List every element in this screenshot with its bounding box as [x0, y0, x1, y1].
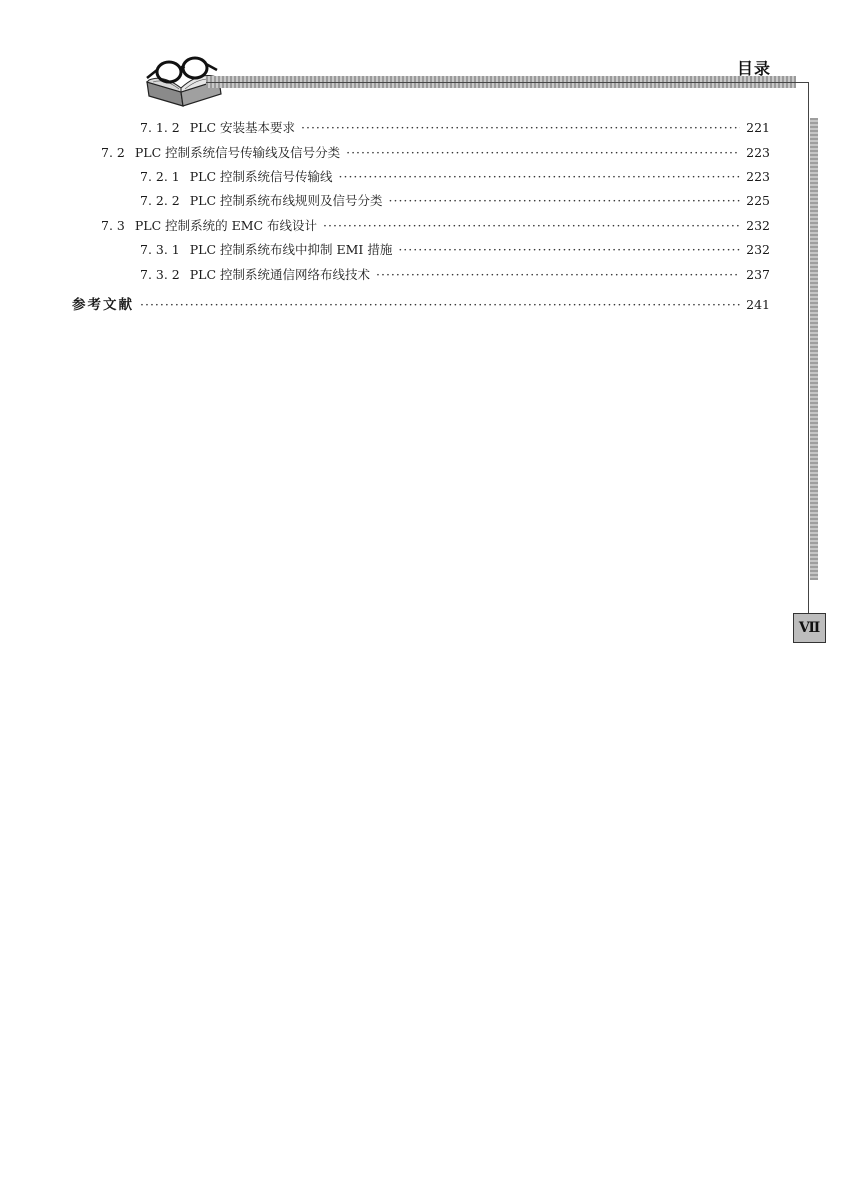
toc-number: 7. 1. 2	[140, 120, 180, 135]
toc-title: PLC 安装基本要求	[189, 120, 296, 135]
toc-entry[interactable]	[140, 167, 770, 187]
toc-page: 232	[746, 242, 770, 257]
toc-page: 237	[746, 267, 770, 282]
toc-leader	[323, 216, 740, 236]
toc-title: PLC 控制系统布线中抑制 EMI 措施	[189, 242, 393, 257]
toc-number: 7. 2. 2	[140, 193, 180, 208]
toc-title: PLC 控制系统通信网络布线技术	[189, 267, 371, 282]
toc-entry[interactable]	[140, 118, 770, 138]
toc-leader	[389, 191, 741, 211]
toc-leader	[140, 295, 740, 315]
toc-leader	[376, 265, 740, 285]
toc-number: 7. 2. 1	[140, 169, 180, 184]
toc-title: PLC 控制系统信号传输线及信号分类	[134, 145, 341, 160]
toc-number: 7. 3	[101, 218, 125, 233]
toc-number: 7. 3. 1	[140, 242, 180, 257]
toc-entry[interactable]	[101, 143, 770, 163]
toc-title: PLC 控制系统的 EMC 布线设计	[134, 218, 318, 233]
toc-entry[interactable]	[101, 216, 770, 236]
toc-entry[interactable]	[140, 265, 770, 285]
toc-title: 参考文献	[72, 297, 134, 313]
toc-number: 7. 3. 2	[140, 267, 180, 282]
toc-page: 232	[746, 218, 770, 233]
toc-leader	[339, 167, 741, 187]
toc-leader	[301, 118, 740, 138]
toc-entry-references[interactable]	[72, 295, 770, 315]
toc-page: 223	[746, 145, 770, 160]
toc-title: PLC 控制系统布线规则及信号分类	[189, 193, 383, 208]
page-number: Ⅶ	[798, 620, 821, 636]
page-title: 目录	[737, 59, 772, 78]
toc-entry[interactable]	[140, 240, 770, 260]
toc-page: 221	[746, 120, 770, 135]
toc-entry[interactable]	[140, 191, 770, 211]
toc-leader	[346, 143, 740, 163]
table-of-contents	[0, 0, 848, 330]
page-number-badge	[793, 613, 826, 643]
toc-page: 241	[746, 297, 770, 312]
toc-leader	[398, 240, 740, 260]
toc-page: 223	[746, 169, 770, 184]
toc-page: 225	[746, 193, 770, 208]
toc-number: 7. 2	[101, 145, 125, 160]
toc-title: PLC 控制系统信号传输线	[189, 169, 333, 184]
